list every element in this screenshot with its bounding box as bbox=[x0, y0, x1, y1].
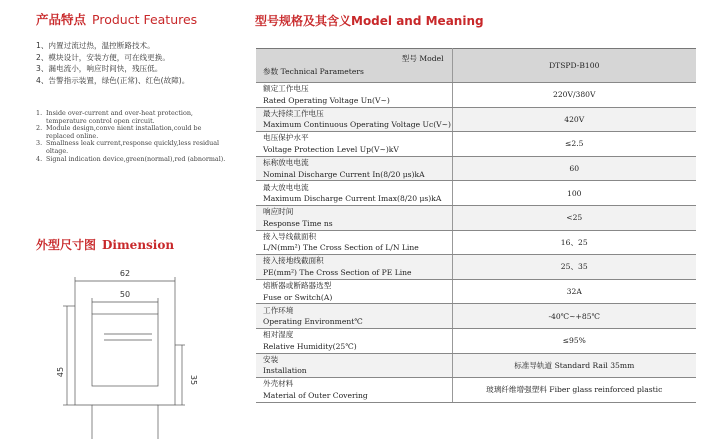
spec-param-cn: 相对湿度 bbox=[263, 330, 294, 340]
spec-param-cell bbox=[256, 83, 452, 108]
feature-en-num: 3. bbox=[36, 139, 43, 148]
features-list-en bbox=[36, 110, 226, 163]
spec-row bbox=[256, 255, 696, 280]
param-label: 参数 Technical Parameters bbox=[263, 67, 364, 77]
spec-param-en: Relative Humidity(25℃) bbox=[263, 341, 357, 351]
product-features-title-en: Product Features bbox=[92, 12, 198, 27]
spec-param-en: Maximum Continuous Operating Voltage Uc(V~) bbox=[263, 120, 451, 130]
spec-row bbox=[256, 353, 696, 378]
spec-param-en: Material of Outer Covering bbox=[263, 390, 368, 400]
product-features-title-cn: 产品特点 bbox=[36, 12, 87, 27]
dim-label-50: 50 bbox=[119, 290, 131, 299]
feature-en-text: Signal indication device,green(normal),red (abnormal). bbox=[46, 154, 226, 163]
feature-cn-item: 1、内置过流过热，温控断路技术。 bbox=[36, 41, 155, 50]
spec-param-cell bbox=[256, 353, 452, 378]
spec-value: 60 bbox=[452, 156, 696, 181]
dim-label-62: 62 bbox=[119, 269, 131, 278]
spec-param-cn: 工作环境 bbox=[263, 305, 294, 315]
spec-param-en: L/N(mm²) The Cross Section of L/N Line bbox=[263, 243, 419, 253]
spec-value: 220V/380V bbox=[452, 83, 696, 108]
spec-param-cell bbox=[256, 279, 452, 304]
feature-en-item bbox=[36, 156, 226, 164]
spec-row bbox=[256, 132, 696, 157]
spec-param-en: PE(mm²) The Cross Section of PE Line bbox=[263, 267, 412, 277]
spec-param-cell bbox=[256, 132, 452, 157]
spec-param-cell bbox=[256, 156, 452, 181]
spec-param-cn: 接入导线截面积 bbox=[263, 231, 317, 241]
spec-value: 16、25 bbox=[452, 230, 696, 255]
spec-param-cn: 额定工作电压 bbox=[263, 84, 309, 94]
spec-row bbox=[256, 83, 696, 108]
spec-row bbox=[256, 378, 696, 403]
model-meaning-title: 型号规格及其含义Model and Meaning bbox=[255, 14, 484, 28]
feature-en-num: 4. bbox=[36, 154, 43, 163]
spec-value: ≤95% bbox=[452, 328, 696, 353]
model-label: 型号 Model bbox=[401, 54, 444, 63]
feature-en-item bbox=[36, 140, 226, 155]
spec-param-en: Fuse or Switch(A) bbox=[263, 292, 333, 302]
feature-en-num: 1. bbox=[36, 109, 43, 117]
spec-param-cn: 最大持续工作电压 bbox=[263, 108, 324, 118]
spec-param-cell bbox=[256, 230, 452, 255]
spec-row bbox=[256, 205, 696, 230]
feature-en-text: Module design,conve nient installation,could be replaced online. bbox=[46, 124, 202, 140]
spec-value: <25 bbox=[452, 205, 696, 230]
spec-value: 25、35 bbox=[452, 255, 696, 280]
spec-value: 标准导轨道 Standard Rail 35mm bbox=[452, 353, 696, 378]
spec-row bbox=[256, 328, 696, 353]
spec-param-en: Rated Operating Voltage Un(V~) bbox=[263, 95, 390, 105]
feature-en-num: 2. bbox=[36, 124, 43, 133]
device-window bbox=[92, 314, 158, 386]
spec-table-header bbox=[256, 49, 696, 83]
spec-param-en: Response Time ns bbox=[263, 218, 333, 228]
feature-cn-item: 2、模块设计，安装方便，可在线更换。 bbox=[36, 52, 170, 62]
feature-cn-item: 4、告警指示装置，绿色(正常)、红色(故障)。 bbox=[36, 75, 190, 85]
spec-value: 420V bbox=[452, 107, 696, 132]
spec-table bbox=[256, 48, 696, 403]
spec-row bbox=[256, 279, 696, 304]
spec-param-cn: 电压保护水平 bbox=[263, 133, 309, 143]
features-list-cn bbox=[36, 40, 189, 86]
spec-param-cn: 最大放电电流 bbox=[263, 182, 309, 192]
dim-label-45: 45 bbox=[56, 366, 65, 378]
feature-en-text: Inside over-current and over-heat protection, temperature control open circuit. bbox=[46, 109, 193, 125]
dimension-title bbox=[36, 236, 174, 253]
spec-param-en: Maximum Discharge Current Imax(8/20 μs)kA bbox=[263, 194, 442, 204]
spec-param-cn: 标称放电电流 bbox=[263, 157, 309, 167]
model-value: DTSPD-B100 bbox=[452, 49, 696, 83]
spec-param-cell bbox=[256, 205, 452, 230]
spec-value: 玻璃纤维增强塑料 Fiber glass reinforced plastic bbox=[452, 378, 696, 403]
spec-param-cell bbox=[256, 255, 452, 280]
product-features-title bbox=[36, 10, 197, 28]
feature-en-item bbox=[36, 125, 226, 140]
spec-row bbox=[256, 181, 696, 206]
spec-value: ≤2.5 bbox=[452, 132, 696, 157]
spec-param-cn: 外壳材料 bbox=[263, 379, 294, 389]
spec-param-cell bbox=[256, 107, 452, 132]
spec-param-en: Voltage Protection Level Up(V~)kV bbox=[263, 144, 399, 154]
device-outline bbox=[75, 306, 175, 439]
feature-en-item bbox=[36, 110, 226, 125]
spec-param-cell bbox=[256, 181, 452, 206]
feature-cn-item: 3、漏电流小，响应时间快，残压低。 bbox=[36, 64, 163, 74]
spec-param-cn: 安装 bbox=[263, 354, 279, 364]
spec-value: 32A bbox=[452, 279, 696, 304]
dimension-drawing bbox=[40, 262, 200, 439]
spec-param-cn: 接入接地线截面积 bbox=[263, 256, 324, 266]
spec-param-cell bbox=[256, 378, 452, 403]
header-label-cell bbox=[256, 49, 452, 83]
spec-param-en: Operating Environment℃ bbox=[263, 317, 363, 327]
spec-row bbox=[256, 304, 696, 329]
spec-row bbox=[256, 107, 696, 132]
spec-param-cn: 响应时间 bbox=[263, 207, 294, 217]
spec-value: 100 bbox=[452, 181, 696, 206]
spec-param-cn: 熔断器或断路器选型 bbox=[263, 280, 332, 290]
spec-param-en: Nominal Discharge Current In(8/20 μs)kA bbox=[263, 169, 425, 179]
feature-en-text: Smallness leak current,response quickly,less residual oltage. bbox=[46, 139, 220, 155]
spec-value: -40℃~+85℃ bbox=[452, 304, 696, 329]
spec-row bbox=[256, 156, 696, 181]
spec-param-en: Installation bbox=[263, 366, 307, 376]
spec-param-cell bbox=[256, 328, 452, 353]
spec-row bbox=[256, 230, 696, 255]
dimension-title-en: Dimension bbox=[102, 238, 175, 252]
dimension-title-cn: 外型尺寸图 bbox=[36, 238, 97, 252]
spec-param-cell bbox=[256, 304, 452, 329]
dim-label-35: 35 bbox=[189, 374, 198, 386]
